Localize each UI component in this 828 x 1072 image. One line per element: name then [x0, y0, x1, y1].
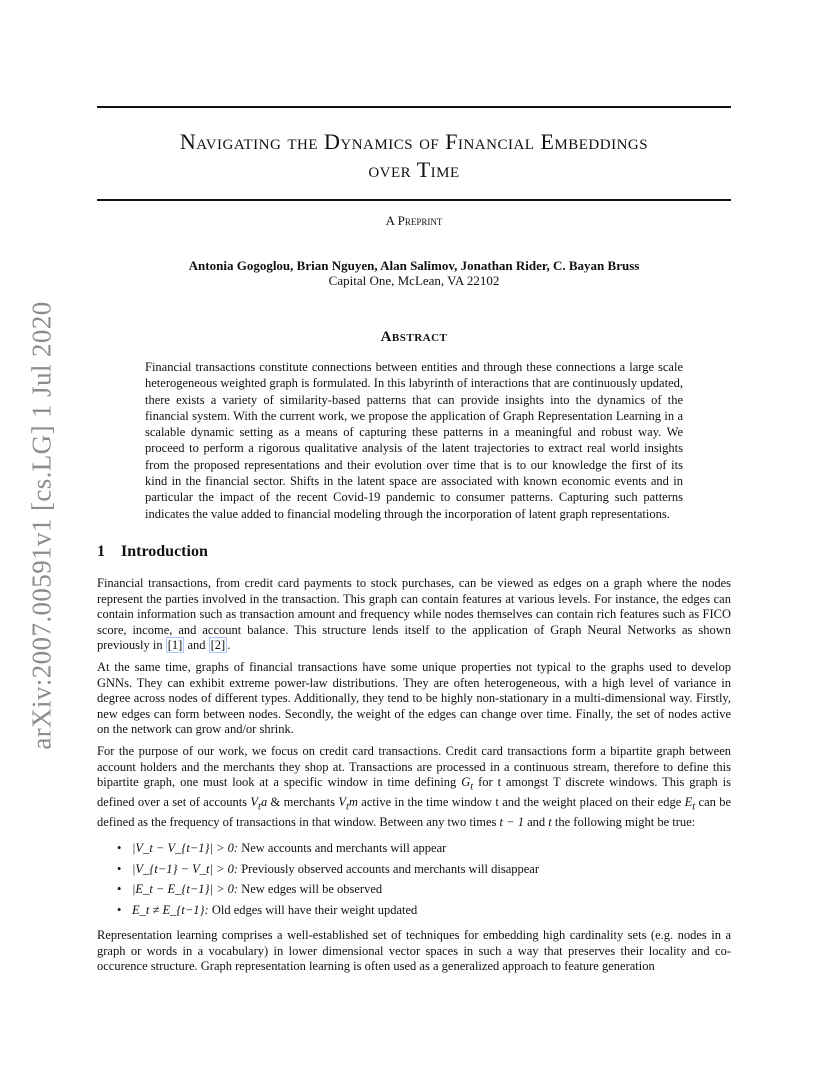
body-text: [97, 576, 731, 981]
title-line-2: over Time: [368, 157, 460, 182]
condition-list: [97, 841, 731, 918]
math-et-sub: t: [692, 801, 696, 813]
para3-text-and: and: [527, 815, 546, 830]
math-et: [684, 795, 696, 813]
bullet-math: |V_{t−1} − V_t| > 0:: [132, 861, 239, 876]
math-vta-base: V: [250, 795, 259, 810]
para3-text-a: For the purpose of our work, we focus on credit card transactions. Credit card transactions form a bipartite graph between account holders and the merchants they shop at. Transactions are processed in a continuous stream, therefore to define this bipartite graph, one must look at a specific window in time defining: [97, 743, 731, 790]
title-line-1: Navigating the Dynamics of Financial Embeddings: [179, 129, 649, 154]
section-title: Introduction: [121, 543, 208, 560]
section-number: 1: [97, 543, 105, 560]
list-item: [97, 862, 731, 878]
paper-title: [97, 128, 731, 184]
bullet-math: |V_t − V_{t−1}| > 0:: [132, 840, 239, 855]
math-t-minus-1: t − 1: [499, 815, 524, 830]
list-item: [97, 882, 731, 898]
math-vta-sub: t: [258, 801, 261, 813]
para3-text-d: active in the time window t and the weight placed on their edge: [361, 795, 682, 810]
paragraph-2: At the same time, graphs of financial transactions have some unique properties not typical to the graphs used to develop GNNs. They can exhibit extreme power-law distributions. They are often heterogeneous, with a high level of variance in degree across nodes of different types. Additionally, they tend to be highly non-stationary in a multi-dimensional way. Firstly, new edges can form between nodes. Secondly, the weight of the edges can change over time. Finally, the set of nodes active on the network can grow and/or shrink.: [97, 659, 731, 737]
bullet-icon: •: [117, 861, 122, 876]
abstract-heading: Abstract: [380, 329, 448, 345]
para3-text-e: can be defined as the frequency of transactions in that window. Between any two times: [97, 795, 732, 830]
abstract-body: Financial transactions constitute connections between entities and through these connections a large scale heterogeneous weighted graph is formulated. In this labyrinth of interactions that are continuously updated, there exists a variety of similarity-based patterns that can provide insights into the dynamics of the financial system. With the current work, we propose the application of Graph Representation Learning in a scalable dynamic setting as a means of capturing these patterns in a meaningful and robust way. We proceed to perform a rigorous qualitative analysis of the latent trajectories to extract real world insights from the proposed representations and their evolution over time that is to our knowledge the first of its kind in the financial sector. Shifts in the latent space are associated with known economic events and in particular the impact of the recent Covid-19 pandemic to consumer patterns. Capturing such patterns indicates the value added to financial modeling through the incorporation of latent graph representations.: [145, 360, 683, 521]
math-t: t: [548, 815, 552, 830]
affiliation: Capital One, McLean, VA 22102: [328, 273, 500, 288]
bullet-icon: •: [117, 902, 122, 917]
math-vtm: [338, 795, 358, 813]
math-gt-sub: t: [470, 781, 474, 793]
arxiv-sidebar: [22, 300, 62, 750]
title-rule-top: [97, 106, 731, 108]
paragraph-1-and: and: [187, 638, 206, 653]
paragraph-1: Financial transactions, from credit card payments to stock purchases, can be viewed as edges on a graph where the nodes represent the parties involved in the transaction. This graph can contain features at various levels. For instance, the edges can contain information such as transaction amount and frequency while nodes themselves can contain rich features such as FICO score, income, and account balance. This structure lends itself to the application of Graph Neural Networks as shown previously in [1] and [2] .: [97, 576, 731, 653]
section-heading: [97, 543, 208, 561]
author-list: Antonia Gogoglou, Brian Nguyen, Alan Salimov, Jonathan Rider, C. Bayan Bruss: [188, 258, 640, 273]
math-vtm-sub: t: [346, 801, 349, 813]
bullet-math: E_t ≠ E_{t−1}:: [132, 902, 209, 917]
arxiv-identifier: arXiv:2007.00591v1 [cs.LG] 1 Jul 2020: [26, 300, 57, 750]
citation-link-2[interactable]: [2]: [210, 638, 226, 653]
bullet-math: |E_t − E_{t−1}| > 0:: [132, 882, 239, 897]
title-rule-bottom: [97, 199, 731, 201]
math-vtm-base: V: [338, 795, 346, 810]
math-vtm-tail: m: [348, 795, 358, 810]
paragraph-4: Representation learning comprises a well-established set of techniques for embedding high cardinality sets (e.g. nodes in a graph or words in a vocabulary) in lower dimensional vector spaces in such a way that preserves their locality and co-occurence structure. Graph representation learning is often used as a generalized approach to feature generation: [97, 928, 731, 974]
bullet-text: New edges will be observed: [241, 882, 383, 897]
bullet-text: Old edges will have their weight updated: [211, 902, 418, 917]
para3-text-c: & merchants: [270, 795, 335, 810]
list-item: [97, 841, 731, 857]
citation-link-1[interactable]: [1]: [167, 638, 183, 653]
paragraph-1-text: Financial transactions, from credit card payments to stock purchases, can be viewed as edges on a graph where the nodes represent the parties involved in the transaction. This graph can contain features at various levels. For instance, the edges can contain information such as transaction amount and frequency while nodes themselves can contain rich features such as FICO score, income, and account balance. This structure lends itself to the application of Graph Neural Networks as shown previously in: [97, 576, 731, 653]
preprint-label: A Preprint: [385, 213, 443, 228]
bullet-icon: •: [117, 840, 122, 855]
math-gt: [461, 775, 474, 793]
math-et-base: E: [684, 795, 693, 810]
bullet-icon: •: [117, 882, 122, 897]
para3-text-f: the following might be true:: [554, 815, 696, 830]
para3-text-b: for t amongst T discrete windows. This graph is defined over a set of accounts: [97, 775, 732, 810]
bullet-text: New accounts and merchants will appear: [241, 840, 447, 855]
bullet-text: Previously observed accounts and merchants will disappear: [241, 861, 540, 876]
math-gt-base: G: [461, 775, 471, 790]
paragraph-3: [97, 744, 731, 831]
list-item: [97, 903, 731, 919]
math-vta-tail: a: [260, 795, 268, 810]
math-vta: [250, 795, 268, 813]
